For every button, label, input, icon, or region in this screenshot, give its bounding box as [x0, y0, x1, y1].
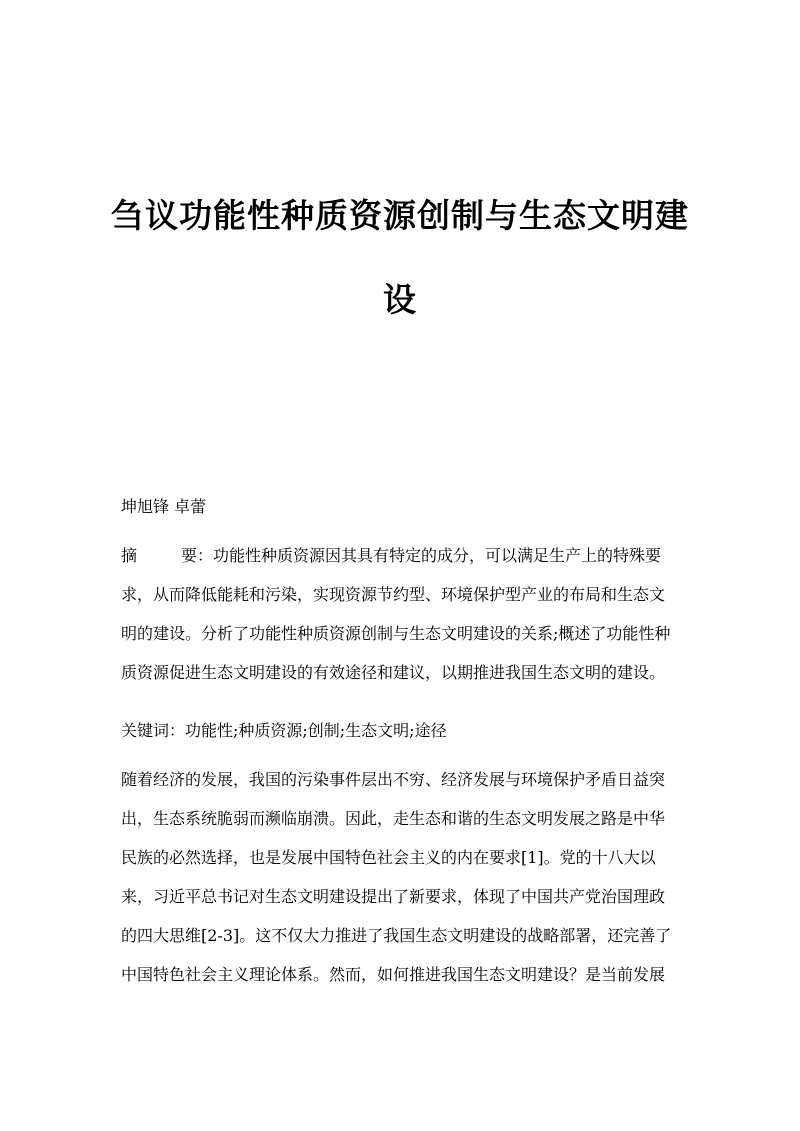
abstract-label-b: 要： — [181, 546, 214, 565]
document-title-line-2: 设 — [383, 280, 417, 319]
abstract-block — [121, 536, 691, 692]
abstract-line-1 — [121, 536, 691, 575]
keywords-block — [121, 711, 691, 750]
authors-block — [121, 487, 691, 526]
abstract-line-2: 求，从而降低能耗和污染，实现资源节约型、环境保护型产业的布局和生态文 — [121, 585, 666, 604]
abstract-line-3: 明的建设。分析了功能性种质资源创制与生态文明建设的关系;概述了功能性种 — [121, 624, 671, 643]
document-title-line-1: 刍议功能性种质资源创制与生态文明建 — [111, 196, 689, 235]
keywords-line: 关键词：功能性;种质资源;创制;生态文明;途径 — [121, 721, 447, 740]
body-paragraph — [121, 760, 691, 994]
paragraph-line-3: 民族的必然选择，也是发展中国特色社会主义的内在要求[1]。党的十八大以 — [121, 848, 656, 867]
abstract-label-a: 摘 — [121, 546, 138, 565]
paragraph-line-6: 中国特色社会主义理论体系。然而，如何推进我国生态文明建设？是当前发展 — [121, 965, 666, 984]
abstract-line-4: 质资源促进生态文明建设的有效途径和建议，以期推进我国生态文明的建设。 — [121, 663, 666, 682]
paragraph-line-5: 的四大思维[2-3]。这不仅大力推进了我国生态文明建设的战略部署，还完善了 — [121, 926, 672, 945]
paragraph-line-4: 来，习近平总书记对生态文明建设提出了新要求，体现了中国共产党治国理政 — [121, 887, 666, 906]
authors-line: 坤旭锋 卓蕾 — [121, 497, 207, 516]
paragraph-line-2: 出，生态系统脆弱而濒临崩溃。因此，走生态和谐的生态文明发展之路是中华 — [121, 809, 666, 828]
paragraph-line-1: 随着经济的发展，我国的污染事件层出不穷、经济发展与环境保护矛盾日益突 — [121, 770, 666, 789]
abstract-text-1: 功能性种质资源因其具有特定的成分，可以满足生产上的特殊要 — [213, 546, 662, 565]
